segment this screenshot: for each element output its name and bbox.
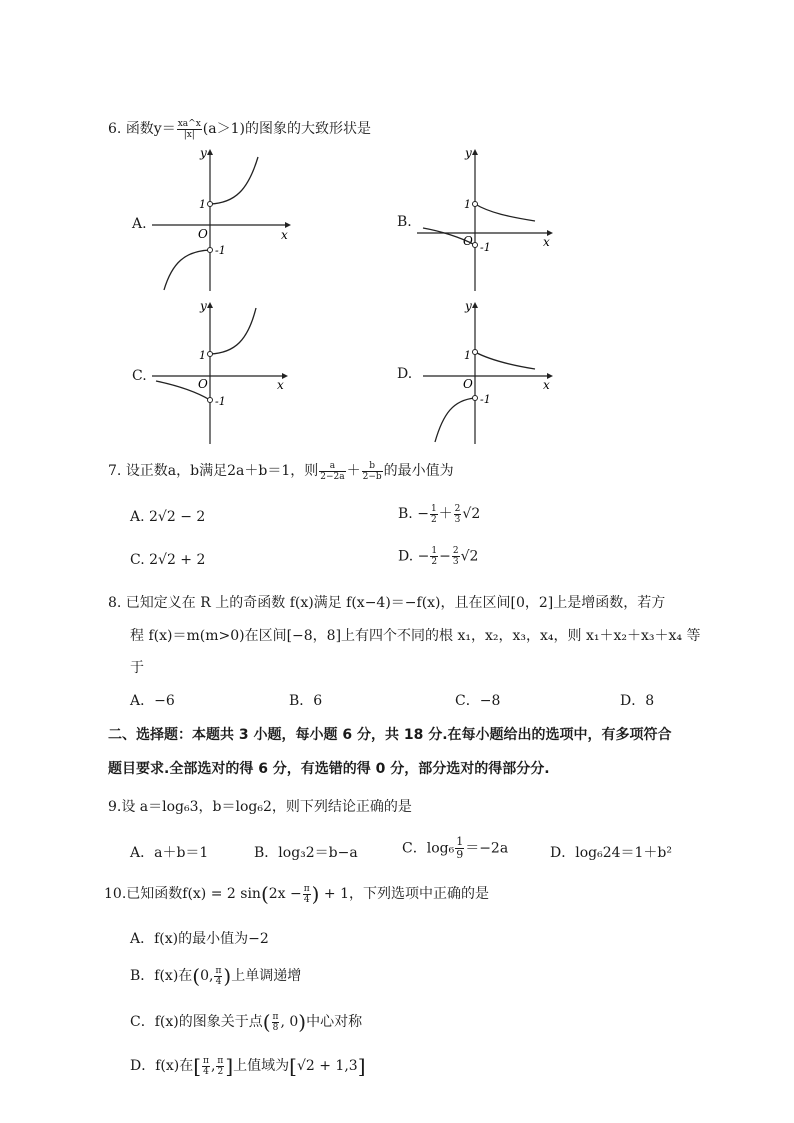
q9-option-c-frac-num: 1 xyxy=(456,835,464,848)
graph-b-tick-1: 1 xyxy=(464,198,471,211)
q7-option-d-frac2-num: 2 xyxy=(452,546,459,556)
q7-option-d-frac1-den: 2 xyxy=(431,557,438,567)
q10-option-b-pre: B．f(x)在 xyxy=(130,968,193,984)
q10-option-b-int-pre: 0, xyxy=(200,968,214,984)
q7-option-d-frac1-num: 1 xyxy=(431,546,438,556)
q10-option-b-frac-num: π xyxy=(215,965,222,976)
q7-option-c[interactable] xyxy=(130,552,205,568)
section-2-line-1: 二、选择题：本题共 3 小题，每小题 6 分，共 18 分.在每小题给出的选项中，有多项符合 xyxy=(108,727,672,743)
q7-option-d-frac2-den: 3 xyxy=(452,557,459,567)
q10-option-c-frac xyxy=(272,1012,280,1033)
q7-option-d-post: √2 xyxy=(460,548,479,565)
q9-stem: 9.设 a＝log₆3，b＝log₆2，则下列结论正确的是 xyxy=(108,799,412,815)
q10-option-d-frac2-num: π xyxy=(217,1055,224,1066)
q10-option-d-bracket-open: [ xyxy=(193,1054,202,1078)
q7-option-d[interactable] xyxy=(398,546,478,567)
graph-a-origin: O xyxy=(198,227,208,241)
q10-text-post: + 1，下列选项中正确的是 xyxy=(323,886,490,902)
q6-frac-num: xa^x xyxy=(177,118,201,129)
q8-option-d[interactable]: D．8 xyxy=(620,693,655,709)
q7-option-b-frac1 xyxy=(430,504,438,525)
q10-option-d-range-open: [ xyxy=(289,1054,297,1078)
q10-option-d-frac1-num: π xyxy=(203,1055,209,1066)
q10-option-d-bracket-close: ] xyxy=(225,1054,234,1078)
q6-frac-den: |x| xyxy=(183,129,195,140)
q7-text-after: 的最小值为 xyxy=(383,463,454,479)
q10-option-d-pre: D．f(x)在 xyxy=(130,1058,194,1074)
q10-option-b[interactable] xyxy=(130,964,301,988)
q9-option-b[interactable]: B．log₃2＝b−a xyxy=(254,845,358,861)
q8-option-c[interactable]: C．−8 xyxy=(455,693,501,709)
graph-c-tick-neg1: -1 xyxy=(215,395,226,408)
q7-option-a-label: A. xyxy=(130,509,145,525)
q7-option-d-frac2 xyxy=(452,546,460,567)
q10-option-c-frac-num: π xyxy=(272,1011,279,1022)
q10-option-c-paren-close: ) xyxy=(298,1010,307,1034)
q9-option-c-pre: C．log₆ xyxy=(402,840,455,857)
q10-inner-frac-den: 4 xyxy=(303,894,310,905)
q10-inner-frac-num: π xyxy=(303,883,310,894)
q6-fraction xyxy=(177,119,202,140)
q7-option-d-pre: − xyxy=(417,548,430,565)
q10-option-a[interactable]: A．f(x)的最小值为−2 xyxy=(130,931,269,947)
q10-option-b-paren-close: ) xyxy=(223,964,232,988)
graph-d xyxy=(415,296,560,446)
q10-option-d-frac1-den: 4 xyxy=(203,1066,209,1077)
q7-frac2-den: 2−b xyxy=(362,471,382,482)
q7-option-a-text: 2√2 − 2 xyxy=(149,509,206,525)
q10-option-d-frac2-den: 2 xyxy=(217,1066,224,1077)
q10-option-d-frac1 xyxy=(202,1056,210,1077)
graph-a-curve-left xyxy=(164,250,210,290)
q7-option-d-frac1 xyxy=(430,546,438,567)
q10-option-c[interactable] xyxy=(130,1010,362,1034)
graph-d-y-label: y xyxy=(465,299,472,313)
q10-stem xyxy=(104,882,489,906)
graph-c xyxy=(150,296,295,446)
q10-text-pre: 10.已知函数f(x) = 2 sin xyxy=(104,886,261,902)
q9-option-c[interactable] xyxy=(402,836,508,861)
q10-option-c-frac-den: 8 xyxy=(272,1022,279,1033)
q7-option-c-label: C. xyxy=(130,552,145,568)
q7-frac2-num: b xyxy=(362,461,383,472)
q6-number: 6. xyxy=(108,121,122,137)
q9-option-c-frac xyxy=(455,836,464,861)
q9-option-d[interactable]: D．log₆24＝1＋b² xyxy=(550,845,673,861)
q7-option-b-mid: ＋ xyxy=(438,506,453,522)
graph-a xyxy=(150,145,295,293)
q10-option-d-post: 上值域为 xyxy=(233,1058,290,1074)
q8-option-a[interactable]: A．−6 xyxy=(130,693,175,709)
q7-number: 7. xyxy=(108,463,122,479)
q10-option-d-frac2 xyxy=(216,1056,224,1077)
graph-b-origin: O xyxy=(463,234,473,248)
q7-frac1-den: 2−2a xyxy=(320,471,345,482)
q7-option-b-frac1-num: 1 xyxy=(430,503,437,514)
graph-d-origin: O xyxy=(463,377,473,391)
q7-option-b-post: √2 xyxy=(462,506,481,522)
graph-c-y-label: y xyxy=(200,299,207,313)
q7-plus: ＋ xyxy=(346,463,361,479)
graph-b-x-label: x xyxy=(543,235,550,249)
q7-frac1 xyxy=(319,461,345,482)
q10-option-c-pre: C．f(x)的图象关于点 xyxy=(130,1014,263,1030)
q9-option-a[interactable]: A．a＋b＝1 xyxy=(130,845,209,861)
q10-option-d-range-close: ] xyxy=(357,1054,366,1078)
graph-d-x-label: x xyxy=(543,378,550,392)
q7-option-d-mid: − xyxy=(439,548,451,565)
q9-option-c-post: ＝−2a xyxy=(465,840,509,857)
graph-d-label: D. xyxy=(397,366,413,382)
q10-option-c-mid: , 0 xyxy=(280,1014,299,1030)
q7-option-d-label: D. xyxy=(398,548,414,565)
q10-option-d[interactable]: D．f(x)在[ $\frac{\pi}{4}$ , $\frac{\pi}{2}$ ]上值域为[√2 + 1,3] xyxy=(130,1054,366,1078)
graph-a-tick-neg1: -1 xyxy=(215,244,226,257)
graph-c-origin: O xyxy=(198,377,208,391)
q7-option-b-frac1-den: 2 xyxy=(430,514,437,525)
graph-c-label: C. xyxy=(132,368,147,384)
q10-option-c-paren-open: ( xyxy=(262,1010,271,1034)
graph-c-curve-right xyxy=(210,308,256,354)
q7-option-b-frac2-num: 2 xyxy=(454,503,461,514)
q8-option-b[interactable]: B．6 xyxy=(289,693,323,709)
graph-d-curve-left xyxy=(435,398,475,442)
graph-c-tick-1: 1 xyxy=(199,349,206,362)
q10-option-b-frac xyxy=(214,966,222,987)
q8-line-1: 8. 已知定义在 R 上的奇函数 f(x)满足 f(x−4)＝−f(x)，且在区间[0，2]上是增函数，若方 xyxy=(108,595,666,611)
q7-text: 设正数a，b满足2a＋b＝1，则 xyxy=(125,463,319,479)
q10-inner-pre: 2x − xyxy=(268,886,302,902)
q6-stem xyxy=(108,118,371,140)
graph-c-x-label: x xyxy=(277,378,284,392)
q10-option-b-paren-open: ( xyxy=(192,964,201,988)
q10-option-d-range: √2 + 1,3 xyxy=(296,1058,358,1074)
graph-a-label: A. xyxy=(132,216,147,232)
graph-a-y-label: y xyxy=(200,146,207,160)
q7-option-b-frac2 xyxy=(454,504,462,525)
graph-d-curve-right xyxy=(475,352,535,369)
q10-paren-open: ( xyxy=(260,882,269,906)
q7-option-b[interactable] xyxy=(398,503,480,525)
graph-b xyxy=(415,145,560,293)
q9-option-c-frac-den: 9 xyxy=(456,848,464,861)
graph-d-tick-neg1: -1 xyxy=(480,393,491,406)
q10-option-c-post: 中心对称 xyxy=(306,1014,363,1030)
q8-line-3: 于 xyxy=(130,660,144,676)
q10-option-b-frac-den: 4 xyxy=(215,976,222,987)
q6-text-before: 函数y＝ xyxy=(125,121,176,137)
q7-option-b-label: B. xyxy=(398,506,413,522)
q7-option-b-pre: − xyxy=(417,506,429,522)
graph-a-x-label: x xyxy=(281,228,288,242)
graph-d-tick-1: 1 xyxy=(464,349,471,362)
q8-line-2: 程 f(x)＝m(m>0)在区间[−8，8]上有四个不同的根 x₁，x₂，x₃，x₄，则 x₁＋x₂＋x₃＋x₄ 等 xyxy=(130,628,701,644)
q6-text-after: (a＞1)的图象的大致形状是 xyxy=(202,121,371,137)
q7-frac2 xyxy=(362,461,383,482)
q10-option-b-post: 上单调递增 xyxy=(231,968,302,984)
graph-b-label: B. xyxy=(397,214,412,230)
q7-option-c-text: 2√2 + 2 xyxy=(149,552,206,568)
graph-b-tick-neg1: -1 xyxy=(480,241,491,254)
q10-paren-close: ) xyxy=(311,882,320,906)
q7-option-a[interactable] xyxy=(130,509,205,525)
q7-stem xyxy=(108,460,454,482)
section-2-line-2: 题目要求.全部选对的得 6 分，有选错的得 0 分，部分选对的得部分分. xyxy=(108,761,550,777)
graph-a-curve-right xyxy=(210,157,258,204)
q10-inner-frac xyxy=(303,884,311,905)
q7-frac1-num: a xyxy=(319,461,345,472)
graph-b-curve-right xyxy=(475,204,535,221)
graph-a-tick-1: 1 xyxy=(199,198,206,211)
q7-option-b-frac2-den: 3 xyxy=(454,514,461,525)
graph-b-y-label: y xyxy=(465,146,472,160)
